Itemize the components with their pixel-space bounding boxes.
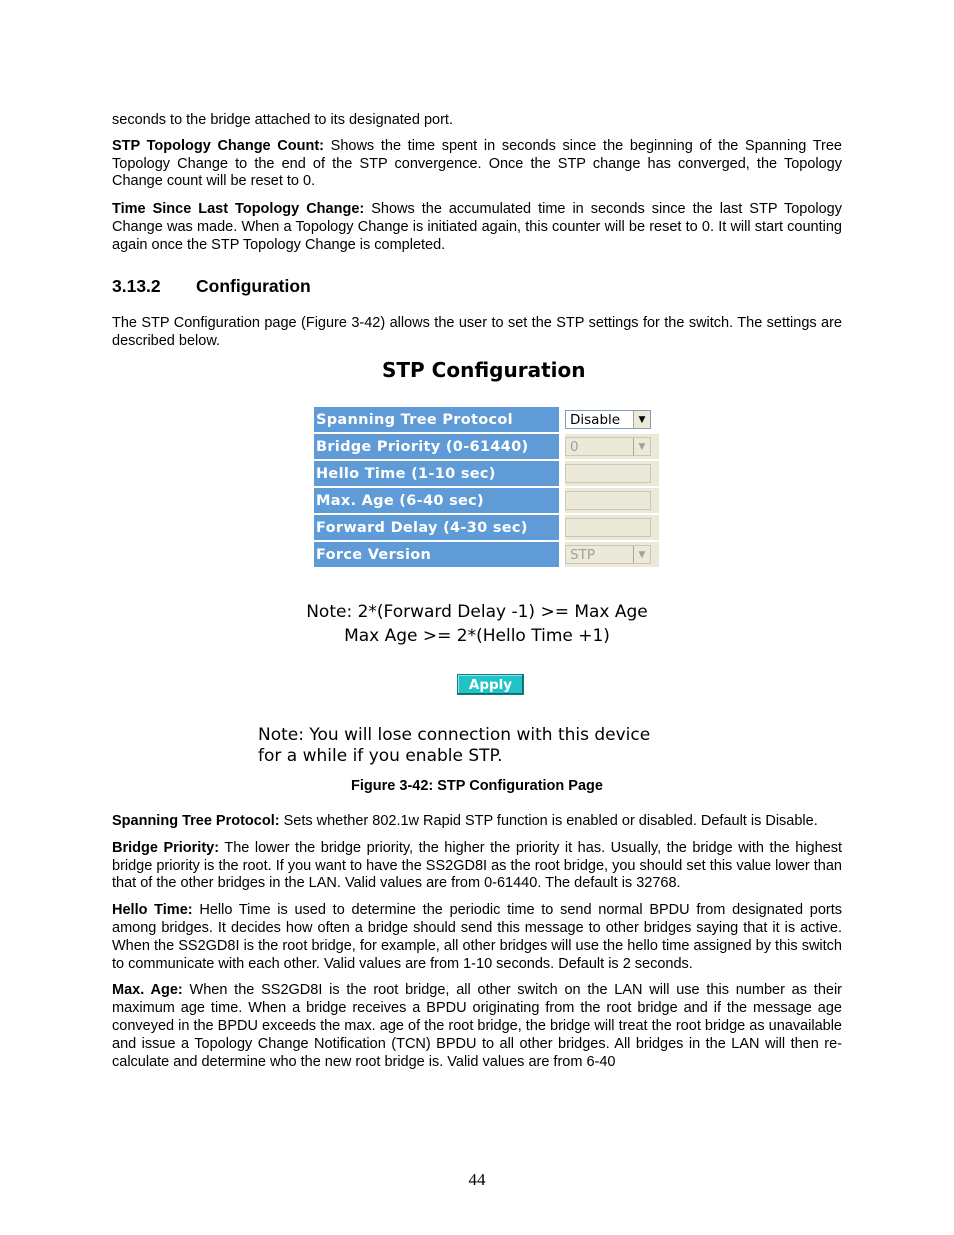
spanning-tree-protocol-select[interactable]: Disable ▼ [565, 410, 651, 429]
paragraph-max-age: Max. Age: When the SS2GD8I is the root bridge, all other switch on the LAN will use this number as their maximum age time. When a bridge receives a BPDU originating from the root bridge and if the message age conveyed in the BPDU exceeds the max. age of the root bridge, the bridge will treat the root bridge as unavailable and issue a Topology Change Notification (TCN) BPDU to all other bridges. All bridges in the LAN will then re-calculate and determine who the new root bridge is. Valid values are from 6-40 [112, 982, 842, 1070]
warning-line-2: for a while if you enable STP. [258, 746, 503, 766]
row-label: Spanning Tree Protocol [314, 407, 559, 433]
chevron-down-icon: ▼ [633, 411, 650, 428]
row-spanning-tree-protocol [314, 407, 664, 433]
row-label: Max. Age (6-40 sec) [314, 487, 559, 514]
row-hello-time [314, 460, 664, 487]
term-label: Spanning Tree Protocol: [112, 813, 280, 829]
timing-note-line-2: Max Age >= 2*(Hello Time +1) [344, 626, 610, 646]
section-title: Configuration [196, 276, 311, 296]
paragraph-stp-topology-change-count: STP Topology Change Count: Shows the time spent in seconds since the beginning of the Spanning Tree Topology Change to the end of the STP convergence. Once the STP change has converged, the Topology Change count will be reset to 0. [112, 137, 842, 190]
stp-configuration-screenshot [254, 352, 700, 770]
apply-button[interactable]: Apply [457, 674, 524, 695]
max-age-input[interactable] [565, 491, 651, 510]
term-label: STP Topology Change Count: [112, 137, 324, 154]
term-label: Bridge Priority: [112, 839, 220, 856]
timing-note [244, 600, 710, 648]
term-label: Time Since Last Topology Change: [112, 201, 365, 218]
section-heading [112, 276, 311, 297]
row-force-version [314, 541, 664, 568]
hello-time-input[interactable] [565, 464, 651, 483]
forward-delay-input[interactable] [565, 518, 651, 537]
figure-caption: Figure 3-42: STP Configuration Page [351, 778, 603, 794]
paragraph-continuation: seconds to the bridge attached to its designated port. [112, 112, 453, 128]
figure-title: STP Configuration [382, 358, 586, 382]
row-label: Bridge Priority (0-61440) [314, 433, 559, 460]
row-bridge-priority [314, 433, 664, 460]
bottom-text-block [112, 813, 842, 1071]
row-max-age [314, 487, 664, 514]
stp-warning-note [258, 725, 650, 767]
paragraph-spanning-tree-protocol: Spanning Tree Protocol: Sets whether 802.1w Rapid STP function is enabled or disabled. Default is Disable. [112, 813, 818, 829]
section-number: 3.13.2 [112, 276, 161, 296]
paragraph-bridge-priority: Bridge Priority: The lower the bridge priority, the higher the priority it has. Usually, the bridge with the highest bridge priority is the root. If you want to have the SS2GD8I as the root bridge, you should set this value lower than that of the other bridges in the LAN. Valid values are from 0-61440. The default is 32768. [112, 839, 842, 892]
warning-line-1: Note: You will lose connection with this device [258, 725, 651, 745]
bridge-priority-select[interactable]: 0 ▼ [565, 437, 651, 456]
term-label: Max. Age: [112, 982, 183, 999]
force-version-select[interactable]: STP ▼ [565, 545, 651, 564]
top-text-block [112, 112, 842, 255]
row-forward-delay [314, 514, 664, 541]
row-label: Hello Time (1-10 sec) [314, 460, 559, 487]
chevron-down-icon: ▼ [633, 438, 650, 455]
row-label: Forward Delay (4-30 sec) [314, 514, 559, 541]
stp-settings-table [314, 407, 664, 569]
term-label: Hello Time: [112, 902, 193, 919]
paragraph-time-since-last-change: Time Since Last Topology Change: Shows the accumulated time in seconds since the last STP Topology Change was made. When a Topology Change is initiated again, this counter will be reset to 0. It will start counting again once the STP Topology Change is completed. [112, 201, 842, 253]
intro-paragraph: The STP Configuration page (Figure 3-42) allows the user to set the STP settings for the switch. The settings are described below. [112, 315, 842, 349]
intro-block [112, 315, 842, 351]
chevron-down-icon: ▼ [633, 546, 650, 563]
row-label: Force Version [314, 541, 559, 568]
timing-note-line-1: Note: 2*(Forward Delay -1) >= Max Age [306, 602, 648, 622]
page-number: 44 [468, 1170, 486, 1189]
paragraph-hello-time: Hello Time: Hello Time is used to determine the periodic time to send normal BPDU from designated ports among bridges. It decides how often a bridge should send this message to other bridges saying that it is active. When the SS2GD8I is the root bridge, for example, all other bridges will use the hello time assigned by this switch to communicate with each other. Valid values are from 1-10 seconds. Default is 2 seconds. [112, 902, 843, 972]
